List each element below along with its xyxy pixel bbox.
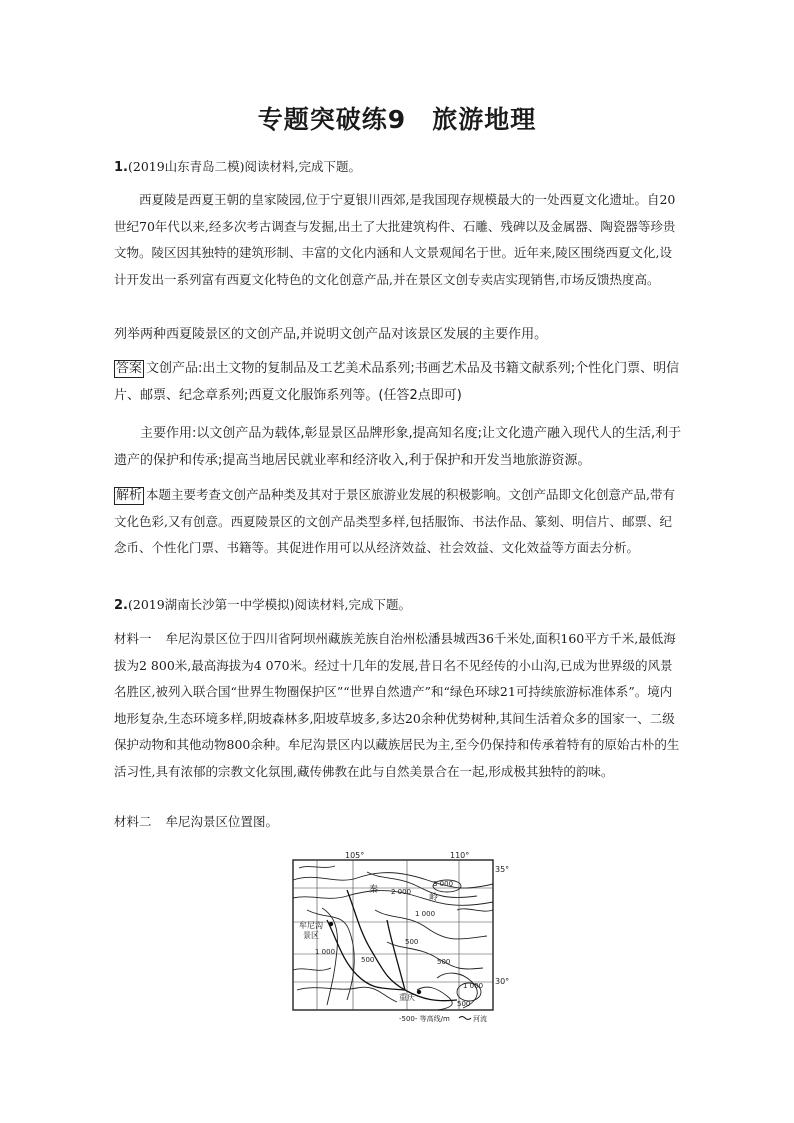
map-svg: [287, 850, 510, 1026]
lon-label: 110°: [450, 851, 470, 860]
answer-paragraph-1: 文创产品:出土文物的复制品及工艺美术品系列;书画艺术品及书籍文献系列;个性化门票、明信片、邮票、纪念章系列;西夏文化服饰系列等。(任答2点即可): [114, 361, 680, 403]
question-1-answer: [114, 355, 684, 409]
contour-label: 1 000: [463, 982, 484, 990]
place-label-qin: 秦: [369, 885, 379, 895]
contour-label: 500: [361, 956, 375, 964]
contour-label: 500: [437, 958, 451, 966]
title-sub: 旅游地理: [432, 105, 537, 134]
chongqing-marker: [417, 990, 421, 994]
question-1-analysis: [114, 482, 684, 562]
question-2-header: [114, 592, 684, 619]
title-main: 专题突破练9: [257, 105, 407, 134]
material-1: [114, 626, 684, 785]
question-number: 2.: [114, 598, 128, 613]
material-2-label: 材料二: [114, 814, 152, 829]
answer-paragraph-2: 主要作用:以文创产品为载体,彰显景区品牌形象,提高知名度;让文化遗产融入现代人的生活,利于遗产的保护和传承;提高当地居民就业率和经济收入,利于保护和开发当地旅游资源。: [114, 426, 682, 468]
lat-label: 35°: [495, 865, 510, 874]
question-1-material: 西夏陵是西夏王朝的皇家陵园,位于宁夏银川西郊,是我国现存规模最大的一处西夏文化遗址。自20世纪70年代以来,经多次考古调查与发掘,出土了大批建筑构件、石雕、残碑以及金属器、陶瓷器等珍贵文物。陵区因其独特的建筑形制、丰富的文化内涵和人文景观闻名于世。近年来,陵区围绕西夏文化,设计开发出一系列富有西夏文化特色的文化创意产品,并在景区文创专卖店实现销售,市场反馈热度高。: [114, 192, 676, 287]
contour-label: 2 000: [391, 888, 412, 896]
question-1-prompt: 列举两种西夏陵景区的文创产品,并说明文创产品对该景区发展的主要作用。: [114, 327, 548, 342]
question-source: (2019山东青岛二模)阅读材料,完成下题。: [127, 159, 362, 174]
legend-river: 河流: [473, 1015, 487, 1023]
contour-label: 500: [457, 1000, 471, 1008]
page-title: [0, 100, 794, 136]
location-map: [287, 850, 510, 1026]
contour-label: 3 000: [433, 880, 454, 888]
lat-label: 30°: [495, 977, 510, 986]
material-2: [114, 809, 684, 836]
material-2-text: 牟尼沟景区位置图。: [165, 814, 279, 829]
analysis-tag: 解析: [116, 488, 143, 503]
lon-label: 105°: [345, 851, 365, 860]
place-label-munigou: 牟尼沟: [299, 921, 323, 930]
place-label-scenic-area: 景区: [303, 931, 319, 940]
contour-label: 1 000: [315, 948, 336, 956]
analysis-text: 本题主要考查文创产品种类及其对于景区旅游业发展的积极影响。文创产品即文化创意产品,带有文化色彩,又有创意。西夏陵景区的文创产品类型多样,包括服饰、书法作品、篆刻、明信片、邮票、纪念币、个性化门票、书籍等。其促进作用可以从经济效益、社会效益、文化效益等方面去分析。: [114, 487, 675, 555]
contour-label: 1 000: [415, 910, 436, 918]
answer-tag: 答案: [116, 361, 143, 376]
contour-label: 500: [405, 938, 419, 946]
legend-contour: -500- 等高线/m: [399, 1015, 450, 1023]
question-number: 1.: [114, 160, 128, 175]
question-source: (2019湖南长沙第一中学模拟)阅读材料,完成下题。: [127, 597, 412, 612]
scenic-area-marker: [329, 922, 333, 926]
place-label-ling: 岭: [429, 893, 439, 903]
material-1-text: 牟尼沟景区位于四川省阿坝州藏族羌族自治州松潘县城西36千米处,面积160平方千米,最低海拔为2 800米,最高海拔为4 070米。经过十几年的发展,昔日名不见经传的小山沟,已成为世界级的风景名胜区,被列入联合国“世界生物圈保护区”“世界自然遗产”和“绿色环球21可持续旅游标准体系”。境内地形复杂,生态环境多样,阴坡森林多,阳坡草坡多,多达20余种优势树种,其间生活着众多的国家一、二级保护动物和其他动物800余种。牟尼沟景区内以藏族居民为主,至今仍保持和传承着特有的原始古朴的生活习性,具有浓郁的宗教文化氛围,藏传佛教在此与自然美景合在一起,形成极其独特的韵味。: [114, 631, 680, 779]
question-1-header: [114, 154, 684, 181]
place-label-chongqing: 重庆: [399, 993, 415, 1002]
material-1-label: 材料一: [114, 631, 152, 646]
